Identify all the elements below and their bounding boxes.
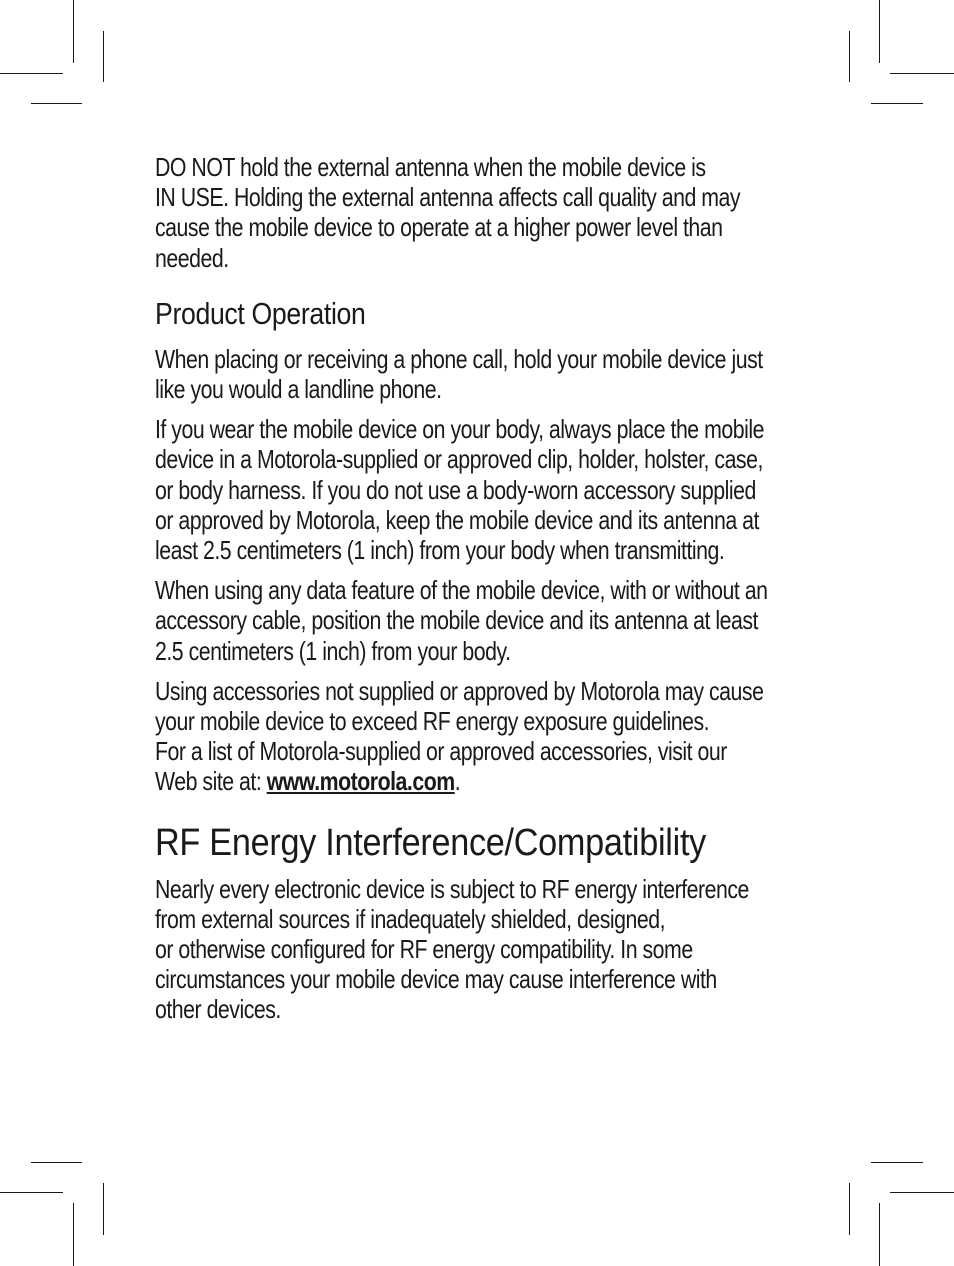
product-operation-paragraph-4: Using accessories not supplied or approved by Motorola may cause your mobile device to exceed RF energy exposure guidelines. For a list of Motorola-supplied or approved accessories, visit our Web site at: www.motorola.com. (155, 676, 805, 797)
motorola-website-link[interactable]: www.motorola.com (266, 766, 455, 797)
product-operation-paragraph-2: If you wear the mobile device on your body, always place the mobile device in a Motorola-supplied or approved clip, holder, holster, case, or body harness. If you do not use a body-worn accessory supplied or approved by Motorola, keep the mobile device and its antenna at least 2.5 centimeters (1 inch) from your body when transmitting. (155, 414, 764, 566)
product-operation-paragraph-1: When placing or receiving a phone call, hold your mobile device just like you would a landline phone. (155, 343, 763, 405)
crop-mark (849, 31, 850, 82)
crop-mark (849, 1183, 850, 1235)
crop-mark (103, 31, 104, 82)
crop-mark (103, 1183, 104, 1235)
crop-mark (73, 1203, 74, 1266)
website-line: Web site at: www.motorola.com. (155, 766, 461, 797)
crop-mark (31, 103, 82, 104)
crop-mark (890, 73, 954, 74)
crop-mark (871, 103, 923, 104)
product-operation-paragraph-3: When using any data feature of the mobile device, with or without an accessory cable, position the mobile device and its antenna at least 2.5 centimeters (1 inch) from your body. (155, 575, 768, 666)
crop-mark (0, 1192, 63, 1193)
crop-mark (0, 73, 63, 74)
crop-mark (871, 1162, 923, 1163)
crop-mark (73, 0, 74, 63)
section-heading-product-operation: Product Operation (155, 295, 366, 331)
crop-mark (31, 1162, 82, 1163)
page-content (155, 152, 805, 1025)
crop-mark (890, 1192, 954, 1193)
crop-mark (879, 1203, 880, 1266)
intro-paragraph: DO NOT hold the external antenna when the mobile device is IN USE. Holding the external antenna affects call quality and may cause the mobile device to operate at a higher power level than needed. (155, 152, 741, 273)
rf-energy-paragraph: Nearly every electronic device is subject to RF energy interference from external sources if inadequately shielded, designed, or otherwise configured for RF energy compatibility. In some circumstances your mobile device may cause interference with other devices. (155, 873, 749, 1025)
crop-mark (879, 0, 880, 63)
section-heading-rf-energy: RF Energy Interference/Compatibility (155, 821, 707, 864)
